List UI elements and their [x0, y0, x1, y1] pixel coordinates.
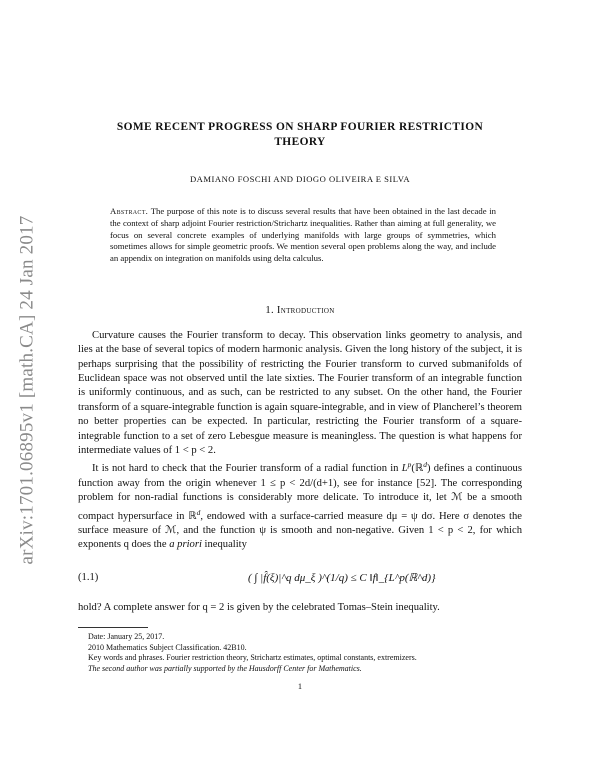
equation-1-1	[78, 563, 522, 593]
abstract-label: Abstract.	[110, 206, 149, 217]
paper-title: SOME RECENT PROGRESS ON SHARP FOURIER RESTRICTION THEORY	[116, 121, 484, 148]
paper-authors: DAMIANO FOSCHI AND DIOGO OLIVEIRA E SILVA	[189, 174, 411, 184]
paragraph-2: It is not hard to check that the Fourier transform of a radial function in $L^p(ℝ^d)$ defines a continuous function away from the origin whenever 1 ≤ p < 2d/(d+1), see for instance [52]. The corresponding problem for non-radial functions is considerably more delicate. To introduce it, let ℳ be a smooth compact hypersurface in ℝ$^d$, endowed with a surface-carried measure dμ = ψ dσ. Here σ denotes the surface measure of ℳ, and the function ψ is smooth and non-negative. Given 1 < p < 2, for which exponents q does the a priori inequality	[78, 460, 522, 551]
equation-formula: ( ∫ |f̂(ξ)|^q dμ_ξ )^(1/q) ≤ C ‖f‖_{L^p(ℝ^d)}	[248, 571, 436, 584]
equation-number: (1.1)	[78, 571, 99, 583]
inline-fraction: 2d/(d+1)	[299, 477, 337, 489]
page-number: 1	[297, 681, 303, 691]
abstract-text: The purpose of this note is to discuss several results that have been obtained in the last decade in the context of sharp adjoint Fourier restriction/Strichartz inequalities. Rather than aiming at full generality, we focus on several concrete examples of underlying manifolds with large groups of symmetries, which sometimes allows for simple geometric proofs. We mention several open problems along the way, and include an appendix on integration on manifolds using delta calculus.	[110, 206, 497, 263]
footnotes	[78, 632, 522, 674]
footnote-rule	[78, 627, 148, 628]
paragraph-1: Curvature causes the Fourier transform to decay. This observation links geometry to analysis, and lies at the base of several topics of modern harmonic analysis. Given the long history of the subject, it is perhaps surprising that the possibility of restricting the Fourier transform to curved submanifolds of Euclidean space was not observed until the late sixties. The Fourier transform of an integrable function is uniformly continuous, and as such, can be restricted to any subset. On the other hand, the Fourier transform of a square-integrable function is again square-integrable, and in view of Plancherel’s theorem no better properties can be expected. In particular, restricting the Fourier transform of a square-integrable function to a set of zero Lebesgue measure is meaningless. The question is what happens for intermediate values of 1 < p < 2.	[78, 329, 522, 457]
paragraph-3: hold? A complete answer for q = 2 is given by the celebrated Tomas–Stein inequality.	[78, 601, 440, 613]
footnote-support: The second author was partially supported by the Hausdorff Center for Mathematics.	[88, 663, 362, 673]
arxiv-id: arXiv:1701.06895v1 [math.CA] 24 Jan 2017	[16, 215, 37, 565]
section-title: 1. Introduction	[265, 305, 335, 317]
footnote-date: Date: January 25, 2017.	[88, 632, 165, 642]
paper-page	[78, 120, 522, 694]
arxiv-stamp	[10, 200, 44, 580]
footnote-msc: 2010 Mathematics Subject Classification. 42B10.	[88, 642, 247, 652]
abstract	[110, 206, 496, 264]
footnote-keywords: Key words and phrases. Fourier restriction theory, Strichartz estimates, optimal constants, extremizers.	[88, 653, 417, 663]
